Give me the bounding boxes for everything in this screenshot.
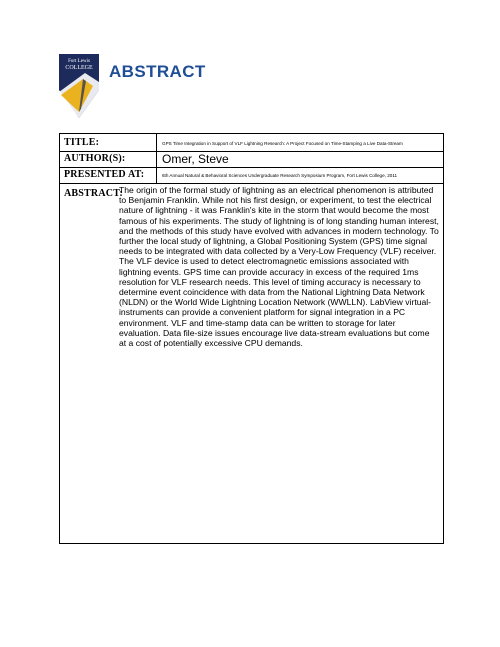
abstract-row xyxy=(60,183,443,543)
college-logo xyxy=(59,54,99,118)
logo-text-line2: COLLEGE xyxy=(65,65,93,71)
title-value: GPS Time Integration in Support of VLF Lightning Research: A Project Focused on Time-Stamping a Live Data-Stream xyxy=(162,141,403,146)
author-label: AUTHOR(S): xyxy=(64,153,126,164)
author-row xyxy=(60,151,443,168)
title-row xyxy=(60,134,443,152)
author-value: Omer, Steve xyxy=(162,152,229,166)
abstract-label: ABSTRACT: xyxy=(64,188,123,199)
presented-value: 6th Annual Natural & Behavioral Sciences Undergraduate Research Symposium Program, Fort Lewis College, 2011 xyxy=(162,173,398,178)
abstract-body: The origin of the formal study of lightning as an electrical phenomenon is attributed to Benjamin Franklin. While not his first design, or experiment, to test the electrical nature of lightning - it was Franklin's kite in the storm that would become the most famous of his experiments. The study of lightning is of long standing human interest, and the methods of this study have evolved with advances in modern technology. To further the local study of lightning, a Global Positioning System (GPS) time signal needs to be integrated with data collected by a Very-Low Frequency (VLF) receiver. The VLF device is used to detect electromagnetic emissions associated with lightning events. GPS time can provide accuracy in excess of the required 1ms resolution for VLF research needs. This level of timing accuracy is necessary to determine event coincidence with data from the National Lightning Data Network (NLDN) or the World Wide Lightning Location Network (WWLLN). LabView virtual-instruments can provide a convenient platform for signal integration in a PC environment. VLF and time-stamp data can be written to storage for later evaluation. Data file-size issues encourage live data-stream evaluations but come at a cost of potentially excessive CPU demands. xyxy=(119,185,439,349)
logo-text-line1: Fort Lewis xyxy=(68,59,90,64)
abstract-form xyxy=(59,133,444,544)
page-title: ABSTRACT xyxy=(109,62,206,81)
presented-row xyxy=(60,167,443,184)
logo-text xyxy=(59,58,99,72)
presented-label: PRESENTED AT: xyxy=(64,169,145,180)
title-label: TITLE: xyxy=(64,137,100,148)
